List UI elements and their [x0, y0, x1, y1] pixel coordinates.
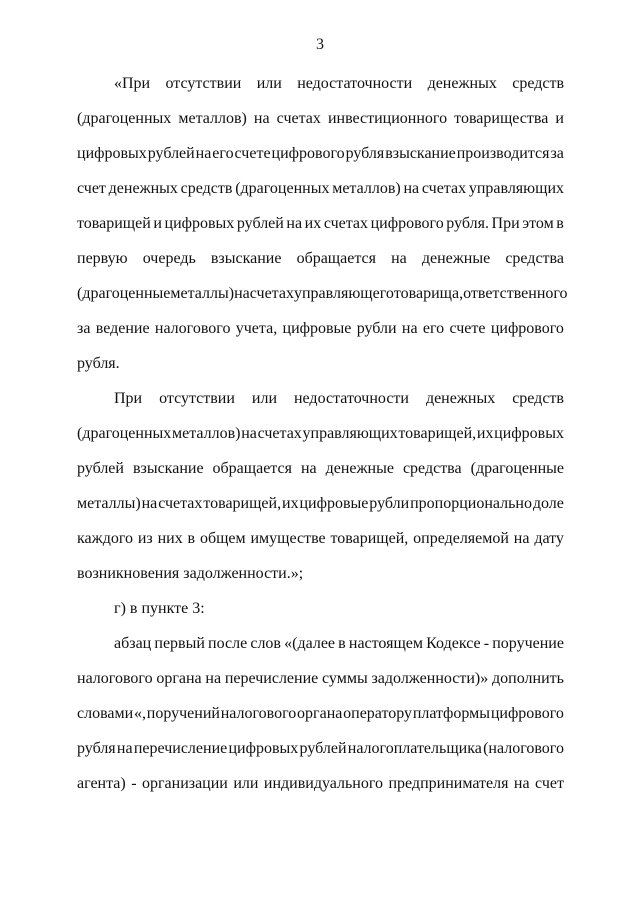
word: взыскание — [132, 460, 204, 477]
word: или — [233, 775, 259, 792]
text-line — [77, 731, 564, 766]
word: счетах — [257, 425, 302, 442]
word: средств — [512, 390, 564, 407]
word: отсутствии — [159, 390, 235, 407]
text-line — [77, 66, 564, 101]
line-text: возникновения задолженности.»; — [77, 565, 304, 582]
word: взыскание — [210, 250, 282, 267]
word: его — [212, 145, 234, 162]
word: перечисление — [224, 670, 319, 687]
word: или — [256, 75, 282, 92]
word: рубли — [369, 495, 410, 512]
word: рубля. — [446, 215, 489, 232]
word: их — [304, 215, 322, 232]
word: металлов) — [171, 425, 241, 442]
text-line — [77, 171, 564, 206]
word: первый — [154, 635, 205, 652]
word: цифрового — [490, 705, 564, 722]
word: средства — [402, 460, 462, 477]
text-line — [77, 101, 564, 136]
word: счетах — [249, 285, 294, 302]
word: оператору — [343, 705, 413, 722]
paragraph — [77, 591, 564, 626]
word: поручение — [492, 635, 564, 652]
word: их — [476, 425, 494, 442]
word: на — [241, 425, 257, 442]
word: первую — [77, 250, 128, 267]
word: задолженности)» — [371, 670, 489, 687]
word: (драгоценных — [77, 425, 172, 442]
word: каждого — [77, 530, 133, 547]
word: пропорционально — [410, 495, 532, 512]
word: средства — [505, 250, 564, 267]
word: на — [116, 740, 133, 757]
word: отсутствии — [165, 75, 242, 92]
word: денежных — [427, 75, 497, 92]
word: имуществе — [250, 530, 326, 547]
word: и — [153, 215, 162, 232]
word: определяемой — [413, 530, 509, 547]
word: на — [253, 110, 270, 127]
word: (драгоценных — [235, 180, 330, 197]
word: металлов) — [178, 110, 247, 127]
page-number: 3 — [316, 36, 324, 53]
word: При — [491, 215, 520, 232]
word: рубли — [356, 320, 397, 337]
word: денежные — [421, 250, 491, 267]
word: агента) — [77, 775, 126, 792]
word: рублей — [147, 145, 195, 162]
line-text: рубля. — [77, 355, 120, 372]
text-line — [77, 381, 564, 416]
word: товарищей, — [330, 530, 409, 547]
word: денежных — [108, 180, 178, 197]
word: счетах — [421, 180, 467, 197]
word: счетах — [158, 495, 203, 512]
word: абзац — [114, 635, 152, 652]
word: дополнить — [492, 670, 564, 687]
word: налогового — [154, 320, 231, 337]
word: и — [555, 110, 564, 127]
word: или — [251, 390, 277, 407]
word: на — [513, 775, 530, 792]
word: в — [187, 530, 196, 547]
text-line — [77, 591, 564, 626]
word: налогового — [77, 670, 153, 687]
text-line — [77, 416, 564, 451]
word: металлы) — [170, 285, 235, 302]
word: товарищей, — [203, 495, 282, 512]
word: При — [114, 390, 143, 407]
word: общем — [199, 530, 246, 547]
word: - — [131, 775, 137, 792]
word: счете — [234, 145, 271, 162]
word: после — [208, 635, 248, 652]
word: «, — [133, 705, 146, 722]
word: органа — [156, 670, 202, 687]
word: очередь — [142, 250, 196, 267]
word: (драгоценные — [470, 460, 564, 477]
word: индивидуального — [263, 775, 384, 792]
word: в — [556, 215, 564, 232]
word: организации — [141, 775, 228, 792]
word: цифровых — [164, 215, 235, 232]
text-line — [77, 696, 564, 731]
word: них — [157, 530, 183, 547]
word: (драгоценные — [77, 285, 171, 302]
text-line — [77, 451, 564, 486]
word: цифрового — [370, 215, 444, 232]
paragraph — [77, 626, 564, 801]
word: настоящем — [348, 635, 424, 652]
word: предпринимателя — [388, 775, 509, 792]
word: недостаточности — [293, 390, 409, 407]
word: на — [234, 285, 250, 302]
word: рубля — [77, 740, 116, 757]
word: цифровые — [282, 320, 352, 337]
word: денежных — [425, 390, 496, 407]
word: их — [282, 495, 299, 512]
text-line — [77, 521, 564, 556]
word: обращается — [296, 250, 376, 267]
word: рублей — [236, 215, 284, 232]
text-line — [77, 346, 564, 381]
word: цифрового — [490, 320, 564, 337]
text-line — [77, 766, 564, 801]
word: на — [205, 670, 222, 687]
word: рубля — [345, 145, 385, 162]
text-line — [77, 136, 564, 171]
word: счетах — [276, 110, 321, 127]
word: счет — [535, 775, 564, 792]
word: слов — [250, 635, 281, 652]
word: денежные — [325, 460, 394, 477]
word: на — [401, 320, 418, 337]
word: на — [195, 145, 212, 162]
word: ответственного — [463, 285, 568, 302]
word: учета, — [235, 320, 278, 337]
word: рублей — [299, 740, 347, 757]
word: налогоплательщика — [347, 740, 482, 757]
word: цифровые — [299, 495, 369, 512]
word: в — [338, 635, 346, 652]
word: счете — [449, 320, 486, 337]
word: налогового — [220, 705, 297, 722]
word: на — [141, 495, 158, 512]
word: цифровых — [228, 740, 299, 757]
text-line — [77, 626, 564, 661]
word: на — [286, 215, 303, 232]
word: рублей — [77, 460, 124, 477]
word: металлов) — [332, 180, 401, 197]
word: цифровых — [494, 425, 564, 442]
word: товарищей — [77, 215, 151, 232]
word: средств — [512, 75, 564, 92]
word: на — [391, 250, 407, 267]
word: (драгоценных — [77, 110, 172, 127]
word: управляющих — [468, 180, 564, 197]
word: - — [483, 635, 490, 652]
line-text: г) в пункте 3: — [114, 600, 205, 617]
text-line — [77, 661, 564, 696]
word: недостаточности — [297, 75, 413, 92]
word: управляющего — [293, 285, 394, 302]
text-line — [77, 206, 564, 241]
word: органа — [297, 705, 343, 722]
word: товарища, — [393, 285, 464, 302]
word: управляющих — [302, 425, 398, 442]
word: на — [513, 530, 530, 547]
word: этом — [522, 215, 554, 232]
word: Кодексе — [426, 635, 481, 652]
text-line — [77, 311, 564, 346]
word: обращается — [212, 460, 292, 477]
word: «При — [114, 75, 151, 92]
word: взыскание — [385, 145, 456, 162]
word: товарищества — [454, 110, 549, 127]
word: производится — [456, 145, 550, 162]
word: его — [422, 320, 445, 337]
word: ведение — [95, 320, 150, 337]
word: инвестиционного — [327, 110, 448, 127]
word: счет — [77, 180, 106, 197]
word: словами — [77, 705, 134, 722]
word: на — [403, 180, 420, 197]
word: средств — [180, 180, 233, 197]
text-line — [77, 276, 568, 311]
word: поручений — [146, 705, 220, 722]
document-body — [77, 66, 568, 801]
word: цифрового — [271, 145, 345, 162]
word: на — [300, 460, 317, 477]
word: доле — [532, 495, 564, 512]
word: цифровых — [77, 145, 147, 162]
paragraph — [77, 66, 568, 381]
word: суммы — [322, 670, 368, 687]
word: платформы — [412, 705, 491, 722]
text-line — [77, 486, 564, 521]
word: металлы) — [77, 495, 141, 512]
text-line — [77, 556, 564, 591]
word: за — [550, 145, 564, 162]
word: «(далее — [284, 635, 336, 652]
word: счетах — [323, 215, 369, 232]
word: перечисление — [133, 740, 228, 757]
word: (налогового — [483, 740, 564, 757]
word: за — [77, 320, 91, 337]
word: дату — [534, 530, 564, 547]
word: товарищей, — [398, 425, 477, 442]
paragraph — [77, 381, 564, 591]
word: из — [137, 530, 153, 547]
text-line — [77, 241, 564, 276]
